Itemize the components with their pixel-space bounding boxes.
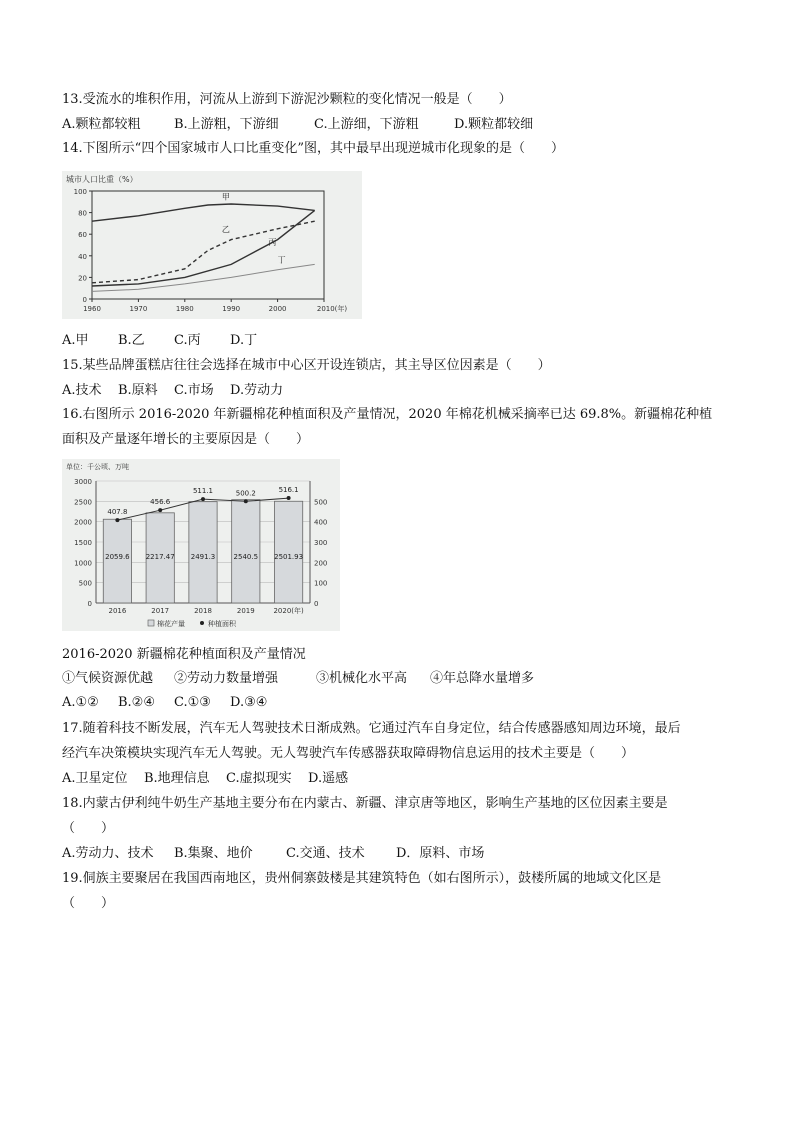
q17-stem-line2: 经汽车决策模块实现汽车无人驾驶。无人驾驶汽车传感器获取障碍物信息运用的技术主要是（ ）: [62, 746, 635, 761]
q15-option-d: D.劳动力: [230, 383, 284, 398]
q15-option-a: A.技术: [62, 383, 102, 398]
x-category-label: 2019: [236, 607, 255, 615]
q16-option-c: C.①③: [174, 695, 211, 710]
series-line-丙: [92, 210, 315, 286]
q18-stem-line2: （ ）: [62, 821, 115, 836]
y-tick-label: 20: [78, 274, 87, 283]
series-label-丙: 丙: [268, 238, 277, 247]
q15-stem: 15.某些品牌蛋糕店往往会选择在城市中心区开设连锁店，其主导区位因素是（ ）: [62, 358, 551, 373]
x-tick-label: 2000: [268, 305, 287, 313]
point-planting-area: [115, 518, 119, 522]
q16-option-a: A.①②: [62, 695, 99, 710]
legend-bar-swatch: [148, 620, 154, 626]
bar-cotton-output: [103, 519, 131, 603]
left-tick-label: 2000: [74, 518, 92, 527]
urban-population-chart-svg: [62, 171, 362, 319]
q16-factor-3: ③机械化水平高: [316, 671, 408, 686]
q16-stem-line2: 面积及产量逐年增长的主要原因是（ ）: [62, 432, 310, 447]
q17-option-d: D.遥感: [308, 771, 349, 786]
point-value-label: 511.1: [192, 487, 214, 496]
q14-stem: 14.下图所示“四个国家城市人口比重变化”图，其中最早出现逆城市化现象的是（ ）: [62, 141, 564, 156]
series-label-乙: 乙: [221, 225, 230, 235]
point-planting-area: [201, 497, 205, 501]
q13-option-c: C.上游细，下游粗: [314, 117, 419, 132]
point-planting-area: [158, 508, 162, 512]
y-tick-label: 60: [78, 231, 87, 240]
q19-stem-line1: 19.侗族主要聚居在我国西南地区，贵州侗寨鼓楼是其建筑特色（如右图所示），鼓楼所属的地域文化区是: [62, 871, 662, 886]
q14-option-c: C.丙: [174, 333, 201, 348]
q19-stem-line2: （ ）: [62, 896, 115, 911]
q14-option-b: B.乙: [118, 333, 145, 348]
q17-option-c: C.虚拟现实: [226, 771, 292, 786]
left-tick-label: 2500: [74, 498, 92, 507]
point-planting-area: [287, 496, 291, 500]
left-tick-label: 500: [78, 579, 92, 588]
q18-option-b: B.集聚、地价: [174, 846, 253, 861]
left-tick-label: 3000: [74, 478, 92, 486]
y-tick-label: 0: [82, 296, 87, 304]
q13-stem: 13.受流水的堆积作用，河流从上游到下游泥沙颗粒的变化情况一般是（ ）: [62, 92, 512, 107]
x-tick-label: 1990: [222, 305, 241, 313]
q16-factor-1: ①气候资源优越: [62, 671, 154, 686]
y-tick-label: 100: [73, 188, 87, 196]
q18-options: [62, 845, 484, 863]
q13-option-a: A.颗粒都较粗: [62, 117, 141, 132]
q16-factors: [62, 670, 534, 688]
legend-bar-label: 棉花产量: [157, 620, 185, 628]
point-value-label: 456.6: [150, 498, 171, 507]
q18-stem-line1: 18.内蒙古伊利纯牛奶生产基地主要分布在内蒙古、新疆、津京唐等地区，影响生产基地的区位因素主要是: [62, 796, 668, 811]
cotton-chart-svg: [62, 459, 340, 631]
x-tick-label: 2010(年): [316, 305, 348, 313]
bar-value-label: 2540.5: [233, 553, 259, 562]
right-tick-label: 0: [314, 600, 319, 608]
q18-option-c: C.交通、技术: [286, 846, 365, 861]
bar-value-label: 2059.6: [105, 553, 130, 562]
cotton-chart: [62, 459, 340, 631]
right-tick-label: 100: [314, 579, 328, 588]
point-value-label: 516.1: [278, 486, 299, 495]
q18-option-d: D．原料、市场: [396, 846, 485, 861]
q13-option-d: D.颗粒都较细: [454, 117, 534, 132]
left-tick-label: 0: [87, 600, 92, 608]
q16-option-d: D.③④: [230, 695, 268, 710]
x-tick-label: 1980: [175, 305, 194, 313]
y-axis-label: 城市人口比重（%）: [66, 175, 138, 184]
x-category-label: 2016: [108, 607, 127, 615]
q18-option-a: A.劳动力、技术: [62, 846, 154, 861]
left-tick-label: 1500: [74, 539, 92, 547]
q16-chart-caption: 2016-2020 新疆棉花种植面积及产量情况: [62, 647, 306, 662]
point-planting-area: [244, 499, 248, 503]
point-value-label: 500.2: [235, 489, 256, 498]
right-tick-label: 200: [314, 559, 328, 568]
left-tick-label: 1000: [74, 559, 92, 568]
q15-option-c: C.市场: [174, 383, 214, 398]
q14-options: [62, 332, 257, 350]
q17-option-a: A.卫星定位: [62, 771, 128, 786]
right-tick-label: 500: [314, 498, 328, 507]
x-tick-label: 1970: [129, 305, 148, 313]
bar-value-label: 2501.93: [274, 553, 304, 562]
right-tick-label: 300: [314, 539, 328, 547]
right-tick-label: 400: [314, 518, 328, 527]
unit-label: 单位：千公顷、万吨: [66, 463, 129, 471]
bar-cotton-output: [232, 500, 260, 603]
series-label-甲: 甲: [221, 192, 230, 202]
x-category-label: 2020(年): [273, 607, 304, 615]
point-value-label: 407.8: [107, 508, 128, 517]
y-tick-label: 40: [78, 252, 87, 261]
legend-line-swatch: [200, 621, 204, 625]
q16-factor-4: ④年总降水量增多: [430, 671, 535, 686]
series-label-丁: 丁: [277, 255, 286, 265]
q17-stem-line1: 17.随着科技不断发展，汽车无人驾驶技术日渐成熟。它通过汽车自身定位，结合传感器感知周边环境，最后: [62, 721, 681, 736]
q16-options: [62, 694, 267, 712]
series-line-乙: [92, 221, 315, 283]
urban-population-chart: [62, 171, 362, 319]
q16-stem-line1: 16.右图所示 2016-2020 年新疆棉花种植面积及产量情况，2020 年棉花机械采摘率已达 69.8%。新疆棉花种植: [62, 407, 713, 422]
series-line-甲: [92, 204, 315, 221]
q15-options: [62, 382, 283, 400]
bar-value-label: 2491.3: [190, 553, 216, 562]
q13-options: [62, 116, 533, 134]
q17-option-b: B.地理信息: [144, 771, 210, 786]
x-tick-label: 1960: [83, 305, 101, 313]
bar-value-label: 2217.47: [145, 553, 175, 562]
x-category-label: 2018: [194, 607, 212, 615]
y-tick-label: 80: [78, 209, 87, 218]
q16-option-b: B.②④: [118, 695, 155, 710]
q17-options: [62, 770, 348, 788]
q15-option-b: B.原料: [118, 383, 158, 398]
q13-option-b: B.上游粗，下游细: [174, 117, 279, 132]
x-category-label: 2017: [151, 607, 170, 615]
q14-option-d: D.丁: [230, 333, 258, 348]
series-line-丁: [92, 264, 315, 291]
q16-factor-2: ②劳动力数量增强: [174, 671, 279, 686]
q14-option-a: A.甲: [62, 333, 89, 348]
legend-line-label: 种植面积: [208, 620, 236, 628]
